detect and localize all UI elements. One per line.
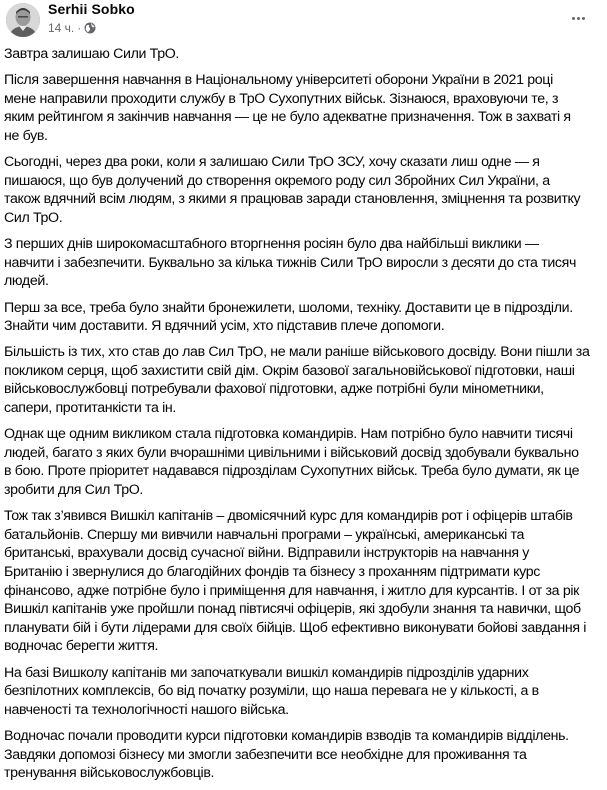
post-text-line: сапери, протитанкісти та ін. [4, 400, 177, 417]
post-text-line: Однак ще одним викликом стала підготовка командирів. Нам потрібно було навчити тисячі [4, 426, 573, 443]
avatar-photo-icon [6, 3, 40, 37]
post-text-line: Більшість із тих, хто став до лав Сил ТрО, не мали раніше військового досвіду. Вони пішли за [4, 344, 590, 361]
post-paragraph [4, 299, 604, 336]
meta-separator: · [77, 21, 82, 35]
post-text-line: безпілотних комплексів, бо від початку розуміли, що наша перевага не у кількості, а в [4, 683, 539, 700]
author-name[interactable]: Serhii Sobko [48, 1, 135, 17]
post-text-line: тренування військовослужбовців. [4, 765, 215, 782]
post-paragraph [4, 507, 604, 656]
post-text-line: Тож так з’явився Вишкіл капітанів – двомісячний курс для командирів рот і офіцерів штабів [4, 508, 573, 525]
post-text-line: Сил ТрО. [4, 209, 63, 226]
post-text-line: не був. [4, 127, 48, 144]
post-text-line: людей. [4, 273, 49, 290]
post-paragraph [4, 664, 604, 720]
post-text-line: Перш за все, треба було знайти бронежилети, шоломи, техніку. Доставити це в підрозділи. [4, 299, 573, 316]
post-text-line: Сьогодні, через два роки, коли я залишаю Сили ТрО ЗСУ, хочу сказати лиш одне — я [4, 154, 540, 171]
post-header [0, 0, 607, 44]
more-options-icon-dot [572, 17, 575, 20]
post-text-line: водночас берегти життя. [4, 638, 159, 655]
post-text-line: Завдяки допомозі бізнесу ми змогли забезпечити все необхідне для проживання та [4, 746, 527, 763]
more-options-icon-dot [582, 17, 585, 20]
author-avatar[interactable] [6, 3, 40, 37]
post-text-line: людей, багато з яких були вчорашніми цивільними і військовий досвід здобували буквально [4, 444, 579, 461]
post-paragraph [4, 71, 604, 145]
post-text-line: мене направили проходити службу в ТрО Сухопутних військ. Зізнаюся, враховуючи те, з [4, 90, 559, 107]
post-paragraph [4, 45, 604, 64]
post-text-line: Вишкіл капітанів уже пройшли понад півтисячі офіцерів, які здобули знання та навички, щоб [4, 601, 581, 618]
post-text-line: в бою. Проте пріоритет надавався підрозділам Сухопутних військ. Треба було думати, як це [4, 463, 580, 480]
post-paragraph [4, 425, 604, 499]
post-text-line: британські, врахували досвід сучасної війни. Відправили інструкторів на навчання у [4, 545, 530, 562]
post-text-line: На базі Вишколу капітанів ми започаткували вишкіл командирів підрозділів ударних [4, 664, 529, 681]
post-timestamp[interactable]: 14 ч. [48, 21, 75, 35]
post-paragraph [4, 343, 604, 417]
post-text-line: Завтра залишаю Сили ТрО. [4, 46, 180, 62]
post-text-line: З перших днів широкомасштабного вторгнення росіян було два найбільші виклики — [4, 236, 539, 253]
post-text-line: покликом серця, щоб захистити свій дім. Окрім базової загальновійськової підготовки, наші [4, 362, 575, 379]
more-options-icon-dot [577, 17, 580, 20]
post-text-line: батальйонів. Спершу ми вивчили навчальні програми – українські, американські та [4, 526, 524, 543]
post-paragraph [4, 153, 604, 227]
post-meta [48, 21, 96, 35]
post-paragraph [4, 727, 604, 783]
post-text-line: навченості та технологічності нашого війська. [4, 701, 289, 718]
post-paragraph [4, 235, 604, 291]
post-text-line: Знайти чим доставити. Я вдячний усім, хто підставив плече допомоги. [4, 318, 445, 335]
post-text-line: Після завершення навчання в Національному університеті оборони України в 2021 році [4, 72, 553, 89]
post-body [4, 45, 604, 790]
post-text-line: зробити для Сил ТрО. [4, 482, 144, 499]
post-text-line: навчити і забезпечити. Буквально за кілька тижнів Сили ТрО виросли з десяти до ста тисяч [4, 254, 577, 271]
globe-icon [84, 22, 96, 34]
post-text-line: планувати бій і бути лідерами для своїх бійців. Щоб ефективно виконувати бойові завдання і [4, 619, 587, 636]
post-text-line: також вдячний всім людям, з якими я працював заради становлення, зміцнення та розвитку [4, 191, 581, 208]
post-text-line: Британію і звернулися до благодійних фондів та бізнесу з проханням підтримати курс [4, 564, 541, 580]
post-text-line: фінансово, адже потрібне було і приміщення для навчання, і житло для курсантів. І от за рік [4, 582, 580, 599]
more-options-button[interactable] [565, 8, 591, 28]
post-text-line: військовослужбовці потребували фахової підготовки, адже потрібні були мінометники, [4, 381, 544, 398]
post-text-line: яким рейтингом я закінчив навчання — це не було адекватне призначення. Тож в захваті я [4, 109, 571, 126]
post-text-line: Водночас почали проводити курси підготовки командирів взводів та командирів відділень. [4, 727, 569, 744]
post-text-line: пишаюся, що був долучений до створення окремого роду сил Збройних Сил України, а [4, 172, 550, 189]
